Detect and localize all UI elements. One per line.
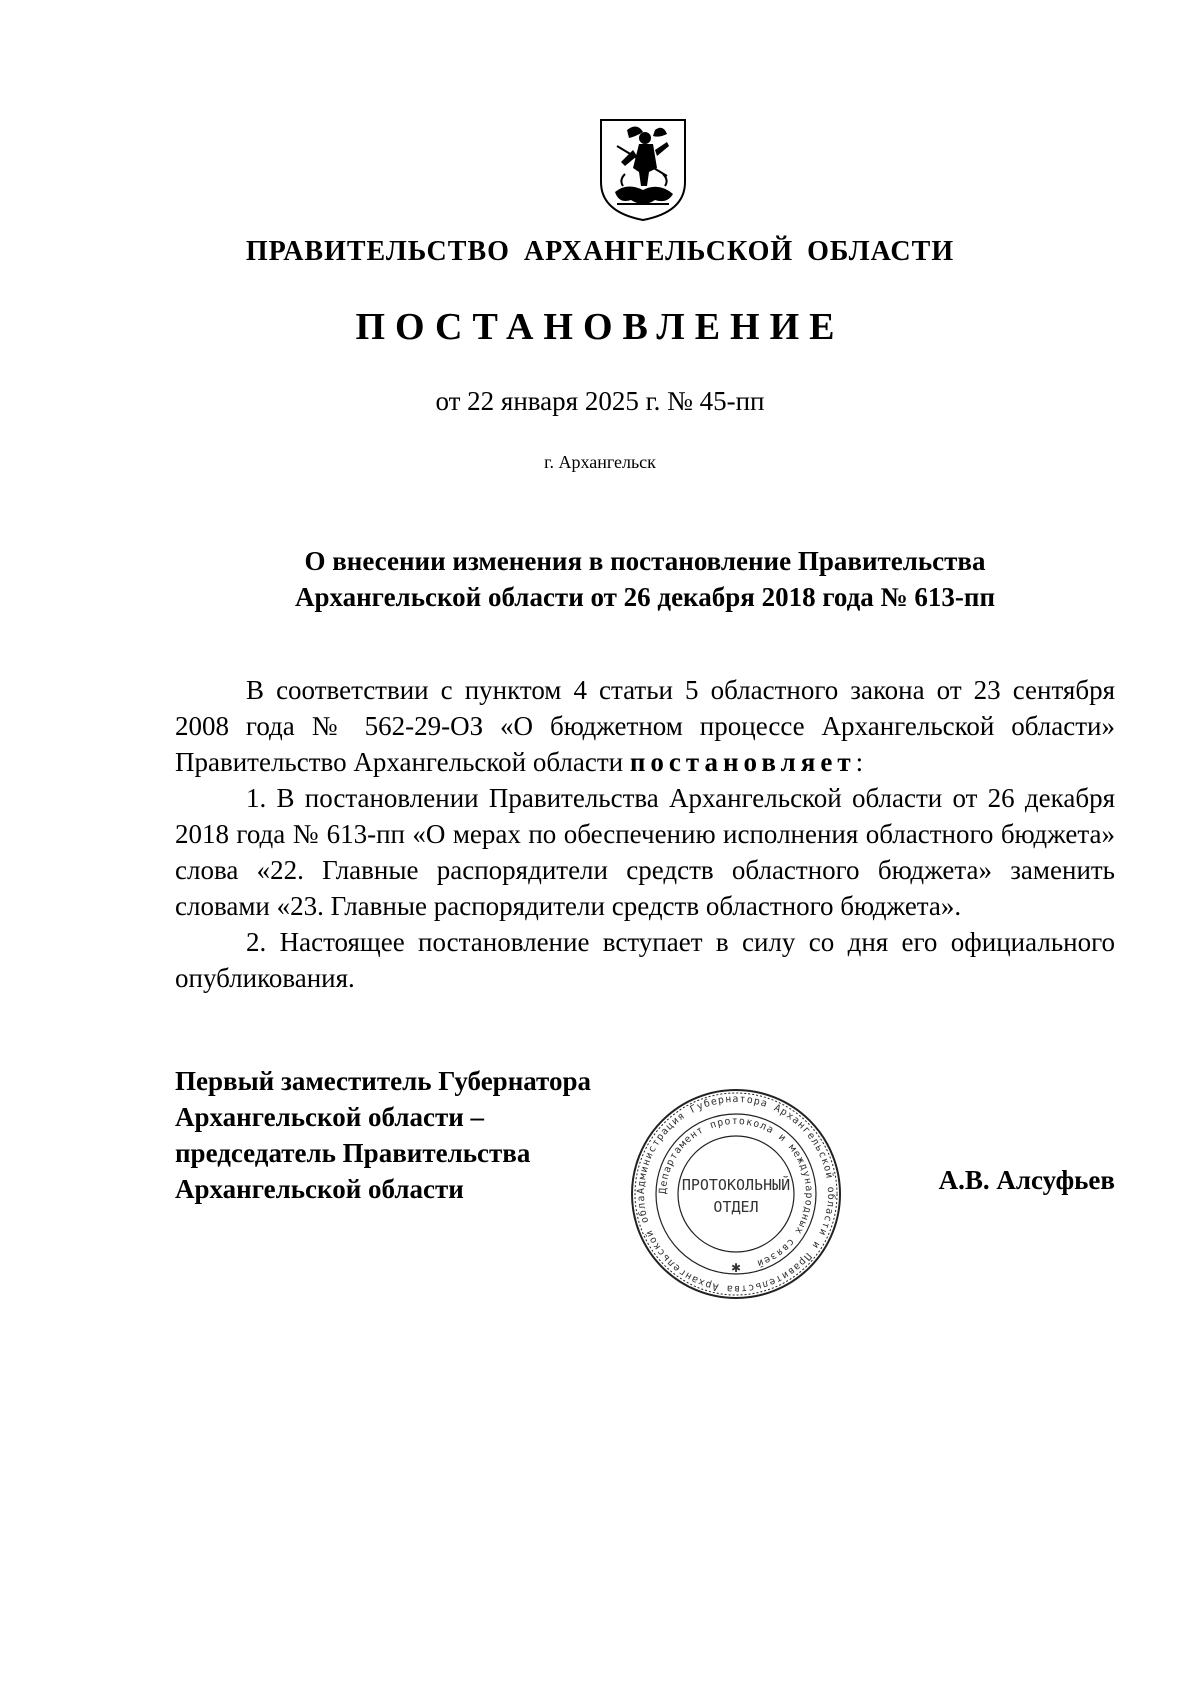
resolves-word: постановляет xyxy=(629,747,856,777)
document-body xyxy=(175,672,1115,996)
preamble-colon: : xyxy=(855,747,864,777)
signer-position-line: Первый заместитель Губернатора xyxy=(175,1066,591,1096)
organization-title: ПРАВИТЕЛЬСТВО АРХАНГЕЛЬСКОЙ ОБЛАСТИ xyxy=(245,236,955,267)
stamp-outer-text: Администрация Губернатора Архангельской области и Правительства Архангельской обла xyxy=(635,1093,837,1295)
preamble-paragraph xyxy=(175,672,1115,780)
document-date-number: от 22 января 2025 г. № 45-пп xyxy=(435,386,765,416)
stamp-inner-text: Департамент протокола и международных связей xyxy=(657,1115,815,1269)
signer-position xyxy=(175,1063,645,1207)
document-type: ПОСТАНОВЛЕНИЕ xyxy=(355,306,845,348)
signer-name: А.В. Алсуфьев xyxy=(938,1165,1115,1195)
document-subject xyxy=(175,543,1115,615)
item-1-paragraph: 1. В постановлении Правительства Архангельской области от 26 декабря 2018 года № 613-пп «О мерах по обеспечению исполнения областного бюджета» слова «22. Главные распорядители средств областного бюджета» заменить словами «23. Главные распорядители средств областного бюджета». xyxy=(175,783,1115,921)
subject-line-1: О внесении изменения в постановление Правительства xyxy=(304,546,986,576)
svg-text:✱: ✱ xyxy=(730,1261,742,1275)
signer-position-line: Архангельской области xyxy=(175,1174,464,1204)
stamp-center-line-1: ПРОТОКОЛЬНЫЙ xyxy=(681,1176,791,1194)
preamble-text: В соответствии с пунктом 4 статьи 5 областного закона от 23 сентября 2008 года № 562-29-ОЗ «О бюджетном процессе Архангельской области» Правительство Архангельской области xyxy=(175,675,1115,777)
stamp-center-line-2: ОТДЕЛ xyxy=(713,1198,759,1216)
subject-line-2: Архангельской области от 26 декабря 2018 года № 613-пп xyxy=(294,582,996,612)
document-city: г. Архангельск xyxy=(544,452,656,472)
signer-position-line: Архангельской области – xyxy=(175,1102,485,1132)
item-2-paragraph: 2. Настоящее постановление вступает в силу со дня его официального опубликования. xyxy=(175,927,1115,993)
signer-position-line: председатель Правительства xyxy=(175,1138,531,1168)
seal-stamp-icon xyxy=(628,1086,844,1302)
coat-of-arms-icon xyxy=(597,116,689,224)
